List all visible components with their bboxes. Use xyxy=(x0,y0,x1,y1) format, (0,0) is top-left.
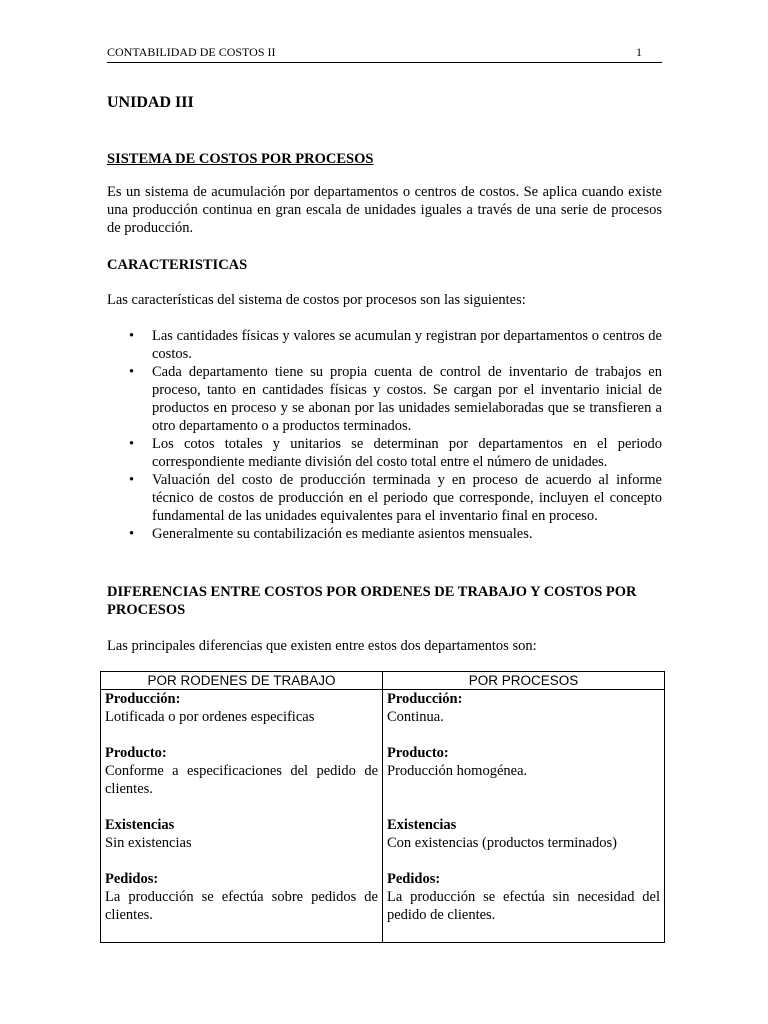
list-item-text: Valuación del costo de producción terminada y en proceso de acuerdo al informe técnico de costos de producción en el periodo que corresponde, incluyen el concepto fundamental de las unidades equivalentes para el inventario final en proceso. xyxy=(152,472,662,524)
bullet-icon: • xyxy=(129,526,135,542)
cell-text: Continua. xyxy=(387,709,444,725)
list-item xyxy=(107,525,662,543)
column-header-orders: POR RODENES DE TRABAJO xyxy=(101,672,383,690)
list-item xyxy=(107,435,662,471)
page-number: 1 xyxy=(636,45,642,59)
list-item xyxy=(107,363,662,435)
cell-text: Lotificada o por ordenes especificas xyxy=(105,709,315,725)
cell-text: Conforme a especificaciones del pedido de clientes. xyxy=(105,763,378,797)
bullet-icon: • xyxy=(129,328,135,344)
section-title-processes: SISTEMA DE COSTOS POR PROCESOS xyxy=(107,151,374,167)
cell-block-product xyxy=(387,744,660,780)
list-item-text: Cada departamento tiene su propia cuenta de control de inventario de trabajos en proceso, tanto en cantidades físicas y costos. Se cargan por el inventario inicial de productos en proceso y se abonan por las unidades semielaboradas que se transfieren a otro departamento o a productos terminados. xyxy=(152,364,662,434)
bullet-icon: • xyxy=(129,436,135,452)
differences-intro: Las principales diferencias que existen entre estos dos departamentos son: xyxy=(107,638,537,654)
cell-label: Producción: xyxy=(105,691,181,707)
cell-label: Producto: xyxy=(105,745,167,761)
cell-block-production xyxy=(105,690,378,726)
cell-block-stock xyxy=(387,816,660,852)
section-title-differences: DIFERENCIAS ENTRE COSTOS POR ORDENES DE TRABAJO Y COSTOS POR PROCESOS xyxy=(107,584,637,618)
list-item xyxy=(107,471,662,525)
list-item-text: Las cantidades físicas y valores se acumulan y registran por departamentos o centros de costos. xyxy=(152,328,662,362)
cell-block-orders xyxy=(105,870,378,924)
column-header-processes: POR PROCESOS xyxy=(383,672,665,690)
list-item-text: Los cotos totales y unitarios se determinan por departamentos en el periodo correspondiente mediante división del costo total entre el número de unidades. xyxy=(152,436,662,470)
orders-column-cell xyxy=(101,690,383,943)
table-header-row xyxy=(101,672,665,690)
list-item xyxy=(107,327,662,363)
cell-text: La producción se efectúa sin necesidad del pedido de clientes. xyxy=(387,889,660,923)
cell-label: Producto: xyxy=(387,745,449,761)
cell-label: Producción: xyxy=(387,691,463,707)
cell-text: Con existencias (productos terminados) xyxy=(387,835,617,851)
cell-text: La producción se efectúa sobre pedidos de clientes. xyxy=(105,889,378,923)
cell-block-product xyxy=(105,744,378,798)
characteristics-list xyxy=(107,327,662,543)
cell-text: Producción homogénea. xyxy=(387,763,528,779)
processes-column-cell xyxy=(383,690,665,943)
cell-label: Pedidos: xyxy=(105,871,159,887)
page-header xyxy=(107,44,662,63)
list-item-text: Generalmente su contabilización es mediante asientos mensuales. xyxy=(152,526,533,542)
cell-label: Existencias xyxy=(387,817,457,833)
cell-text: Sin existencias xyxy=(105,835,192,851)
cell-label: Pedidos: xyxy=(387,871,441,887)
section-paragraph-processes: Es un sistema de acumulación por departamentos o centros de costos. Se aplica cuando existe una producción continua en gran escala de unidades iguales a través de una serie de procesos de producción. xyxy=(107,184,662,236)
cell-block-production xyxy=(387,690,660,726)
bullet-icon: • xyxy=(129,472,135,488)
cell-block-orders xyxy=(387,870,660,924)
bullet-icon: • xyxy=(129,364,135,380)
characteristics-intro: Las características del sistema de costos por procesos son las siguientes: xyxy=(107,292,526,308)
table-row xyxy=(101,690,665,943)
cell-block-stock xyxy=(105,816,378,852)
cell-label: Existencias xyxy=(105,817,175,833)
header-title: CONTABILIDAD DE COSTOS II xyxy=(107,45,276,59)
unit-title: UNIDAD III xyxy=(107,94,194,111)
comparison-table xyxy=(100,671,665,943)
section-title-characteristics: CARACTERISTICAS xyxy=(107,257,248,273)
